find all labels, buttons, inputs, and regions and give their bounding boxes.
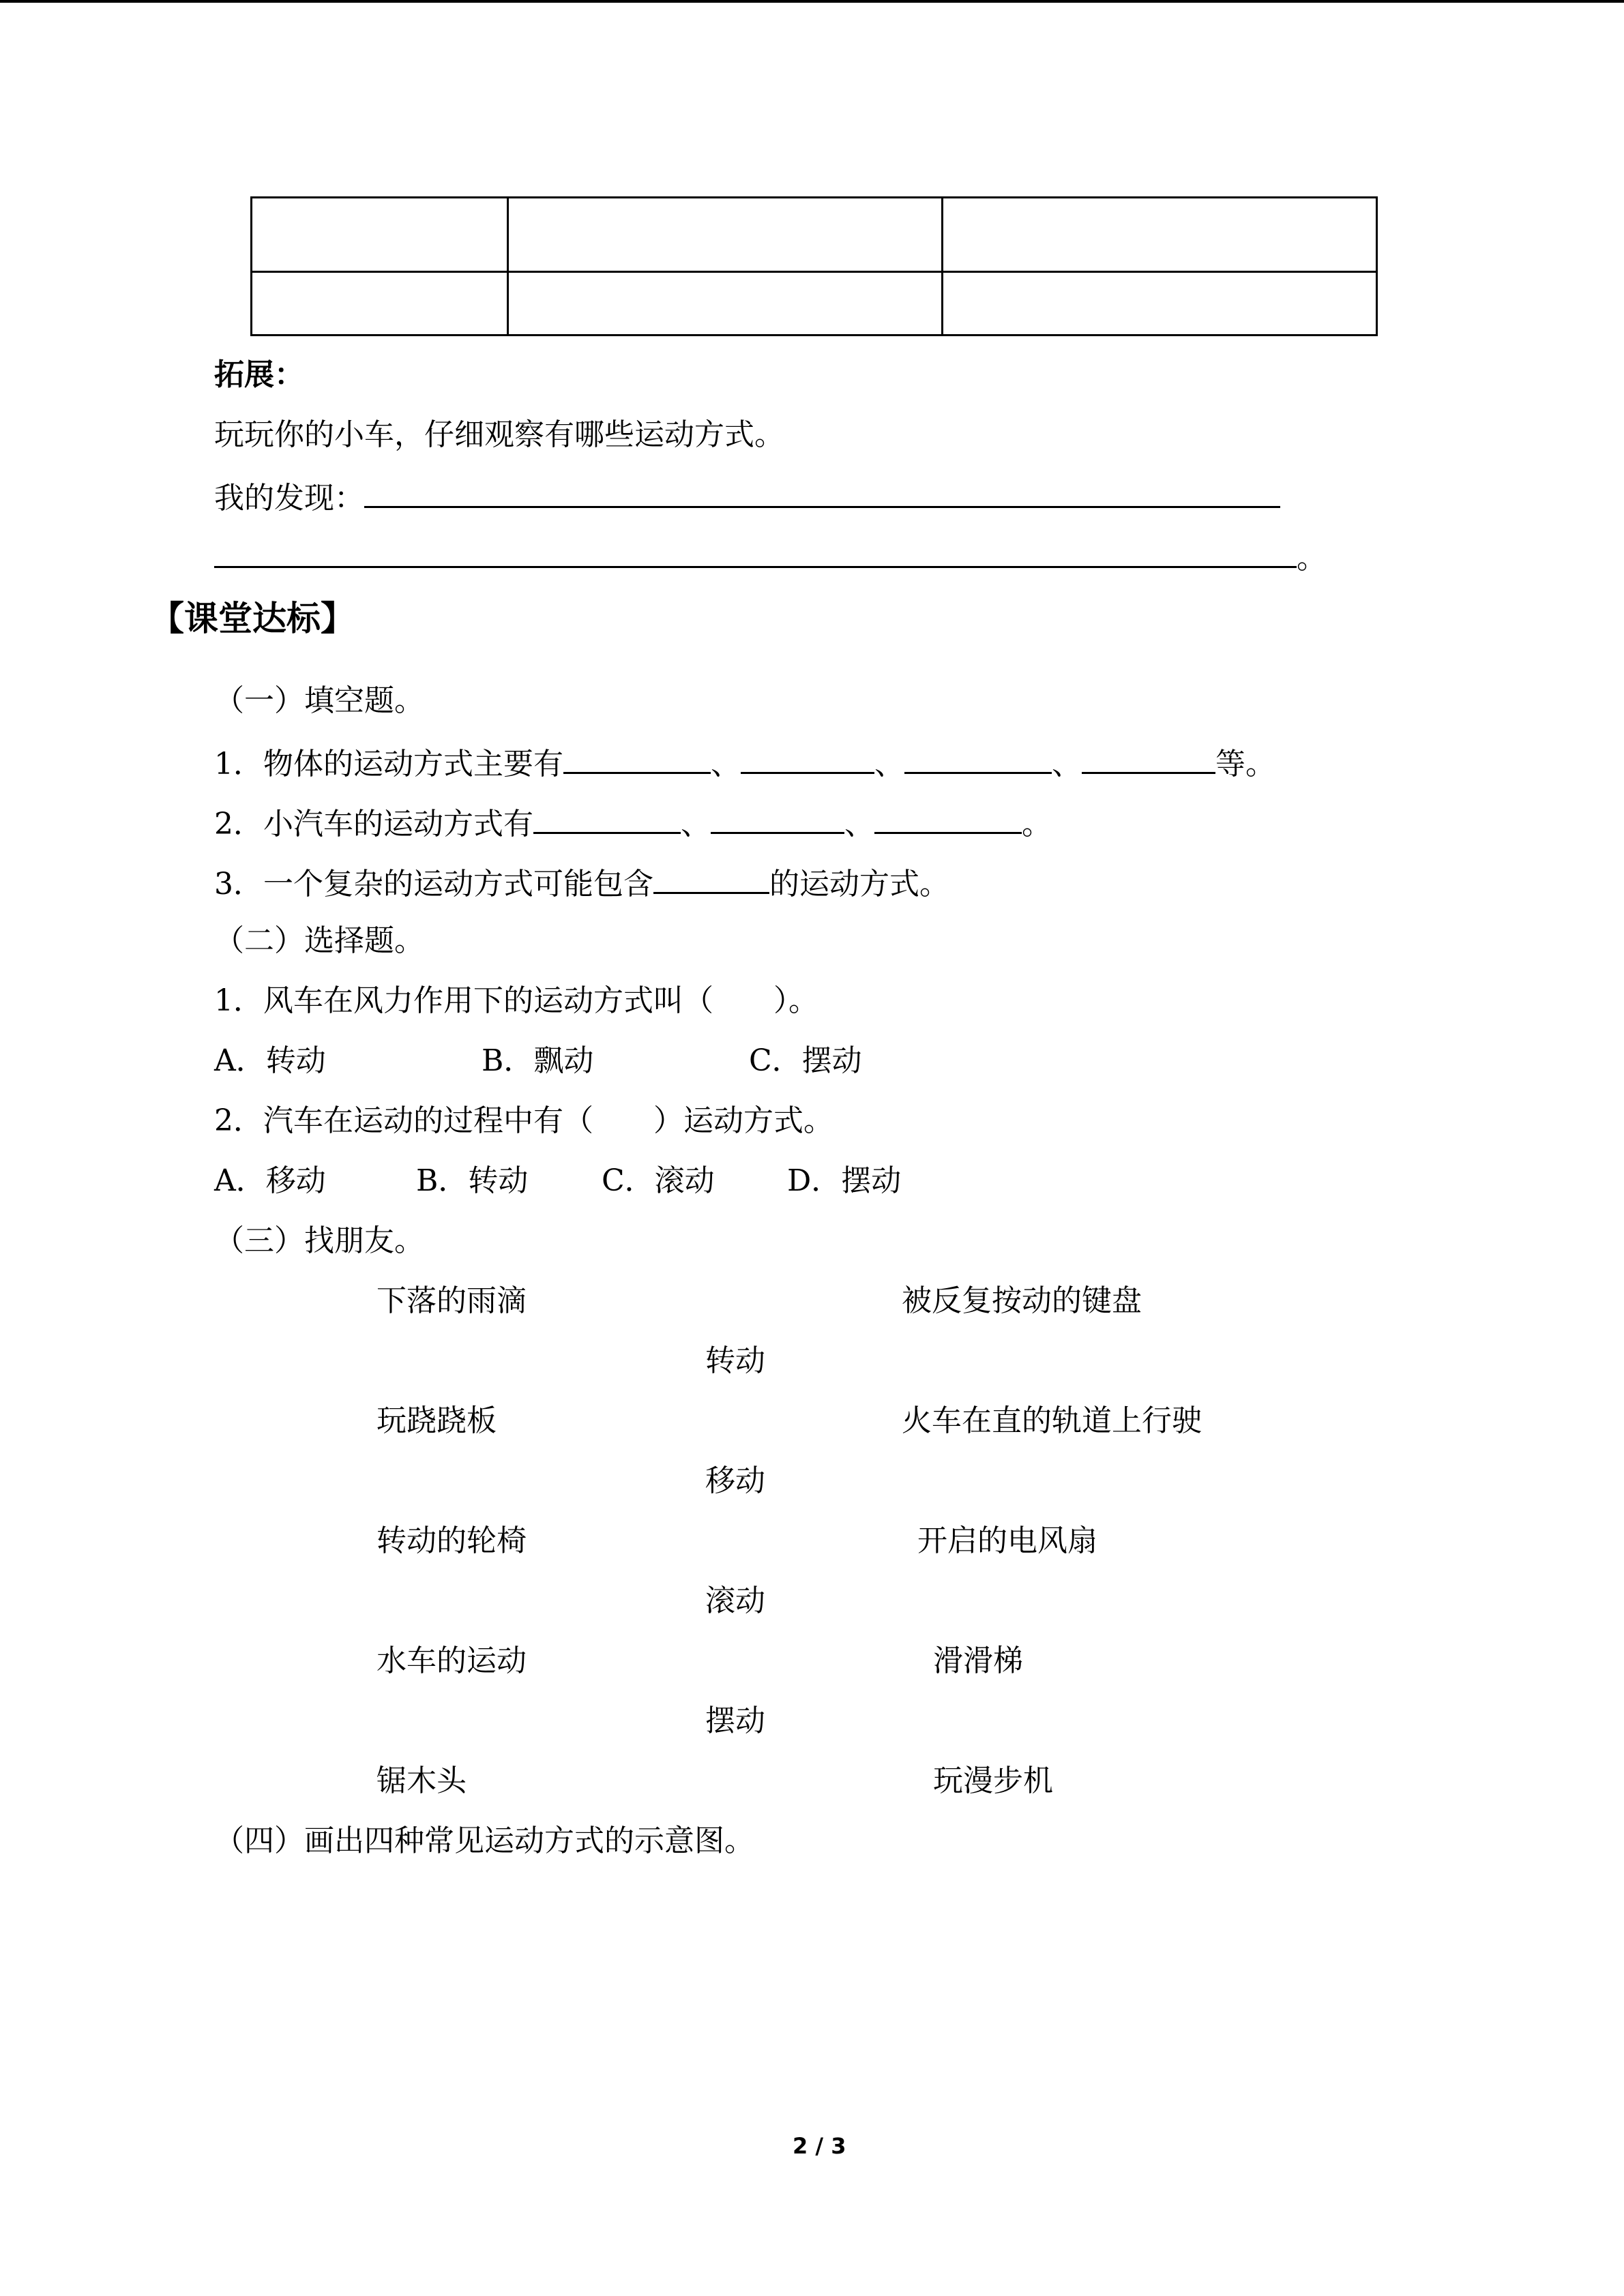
fill-q3-text: 一个复杂的运动方式可能包含 xyxy=(263,867,653,901)
fill-q2-num: 2． xyxy=(214,807,263,841)
finding-blank-1 xyxy=(364,475,1280,508)
fill-q2-sep-1: 、 xyxy=(681,807,711,841)
table-cell xyxy=(252,272,508,336)
match-heading: （三）找朋友。 xyxy=(214,1223,424,1258)
fill-q1-sep-2: 、 xyxy=(874,747,904,781)
fill-q3-blank xyxy=(653,861,769,894)
fill-q1-num: 1． xyxy=(214,747,263,781)
table-cell xyxy=(252,198,508,272)
fill-q1-blank-2 xyxy=(741,741,874,774)
choice-q1-option-b: B．飘动 xyxy=(482,1043,594,1078)
finding-label: 我的发现： xyxy=(214,481,364,516)
finding-blank-3 xyxy=(935,535,1297,568)
fill-q1-sep-3: 、 xyxy=(1052,747,1082,781)
table-cell xyxy=(943,198,1377,272)
match-right-item: 被反复按动的键盘 xyxy=(902,1283,1142,1318)
match-left-item: 锯木头 xyxy=(377,1763,467,1798)
table-cell xyxy=(943,272,1377,336)
fill-q2-end: 。 xyxy=(1022,807,1052,841)
table-cell xyxy=(508,272,943,336)
fill-q3-num: 3． xyxy=(214,867,263,901)
fill-q2-text: 小汽车的运动方式有 xyxy=(263,807,533,841)
fill-q1-blank-4 xyxy=(1082,741,1215,774)
fill-heading: （一）填空题。 xyxy=(214,683,424,718)
choice-q2-option-d: D．摆动 xyxy=(787,1163,902,1198)
choice-heading: （二）选择题。 xyxy=(214,923,424,958)
match-left-item: 水车的运动 xyxy=(377,1643,527,1678)
fill-q1-blank-1 xyxy=(563,741,711,774)
fill-q2 xyxy=(214,801,1052,845)
fill-q1-blank-3 xyxy=(904,741,1052,774)
extension-heading: 拓展： xyxy=(214,357,304,392)
fill-q2-blank-2 xyxy=(711,801,844,834)
fill-q3 xyxy=(214,861,949,905)
fill-q1-sep-1: 、 xyxy=(711,747,741,781)
match-middle-item: 移动 xyxy=(705,1463,765,1498)
choice-q2-option-b: B．转动 xyxy=(416,1163,529,1198)
match-right-item: 玩漫步机 xyxy=(933,1763,1053,1798)
choice-q1-option-a: A．转动 xyxy=(214,1043,326,1078)
fill-q2-blank-1 xyxy=(533,801,681,834)
choice-q2-option-c: C．滚动 xyxy=(602,1163,715,1198)
match-right-item: 开启的电风扇 xyxy=(917,1523,1097,1558)
match-middle-item: 滚动 xyxy=(705,1583,765,1618)
fill-q1 xyxy=(214,741,1275,785)
fill-q2-blank-3 xyxy=(874,801,1022,834)
table-row xyxy=(252,272,1377,336)
finding-line-2 xyxy=(214,535,1327,579)
choice-q2: 2．汽车在运动的过程中有（ ）运动方式。 xyxy=(214,1103,833,1138)
finding-end-mark: 。 xyxy=(1297,541,1327,576)
page-number: 2 / 3 xyxy=(793,2133,846,2159)
match-right-item: 火车在直的轨道上行驶 xyxy=(902,1403,1202,1438)
match-right-item: 滑滑梯 xyxy=(933,1643,1023,1678)
table-row xyxy=(252,198,1377,272)
observation-table xyxy=(250,196,1378,336)
finding-blank-2 xyxy=(214,535,935,568)
draw-heading: （四）画出四种常见运动方式的示意图。 xyxy=(214,1823,754,1858)
fill-q2-sep-2: 、 xyxy=(844,807,874,841)
match-middle-item: 转动 xyxy=(705,1343,765,1378)
page-top-rule xyxy=(0,0,1624,3)
finding-line-1 xyxy=(214,475,1280,519)
extension-prompt: 玩玩你的小车，仔细观察有哪些运动方式。 xyxy=(214,417,784,452)
match-left-item: 下落的雨滴 xyxy=(377,1283,527,1318)
choice-q1: 1．风车在风力作用下的运动方式叫（ ）。 xyxy=(214,983,818,1018)
table-cell xyxy=(508,198,943,272)
fill-q1-text: 物体的运动方式主要有 xyxy=(263,747,563,781)
classroom-heading: 【课堂达标】 xyxy=(150,599,355,638)
match-middle-item: 摆动 xyxy=(705,1703,765,1738)
match-left-item: 转动的轮椅 xyxy=(377,1523,527,1558)
match-left-item: 玩跷跷板 xyxy=(377,1403,497,1438)
choice-q1-option-c: C．摆动 xyxy=(749,1043,862,1078)
fill-q1-end: 等。 xyxy=(1215,747,1275,781)
fill-q3-after: 的运动方式。 xyxy=(769,867,949,901)
choice-q2-option-a: A．移动 xyxy=(214,1163,326,1198)
